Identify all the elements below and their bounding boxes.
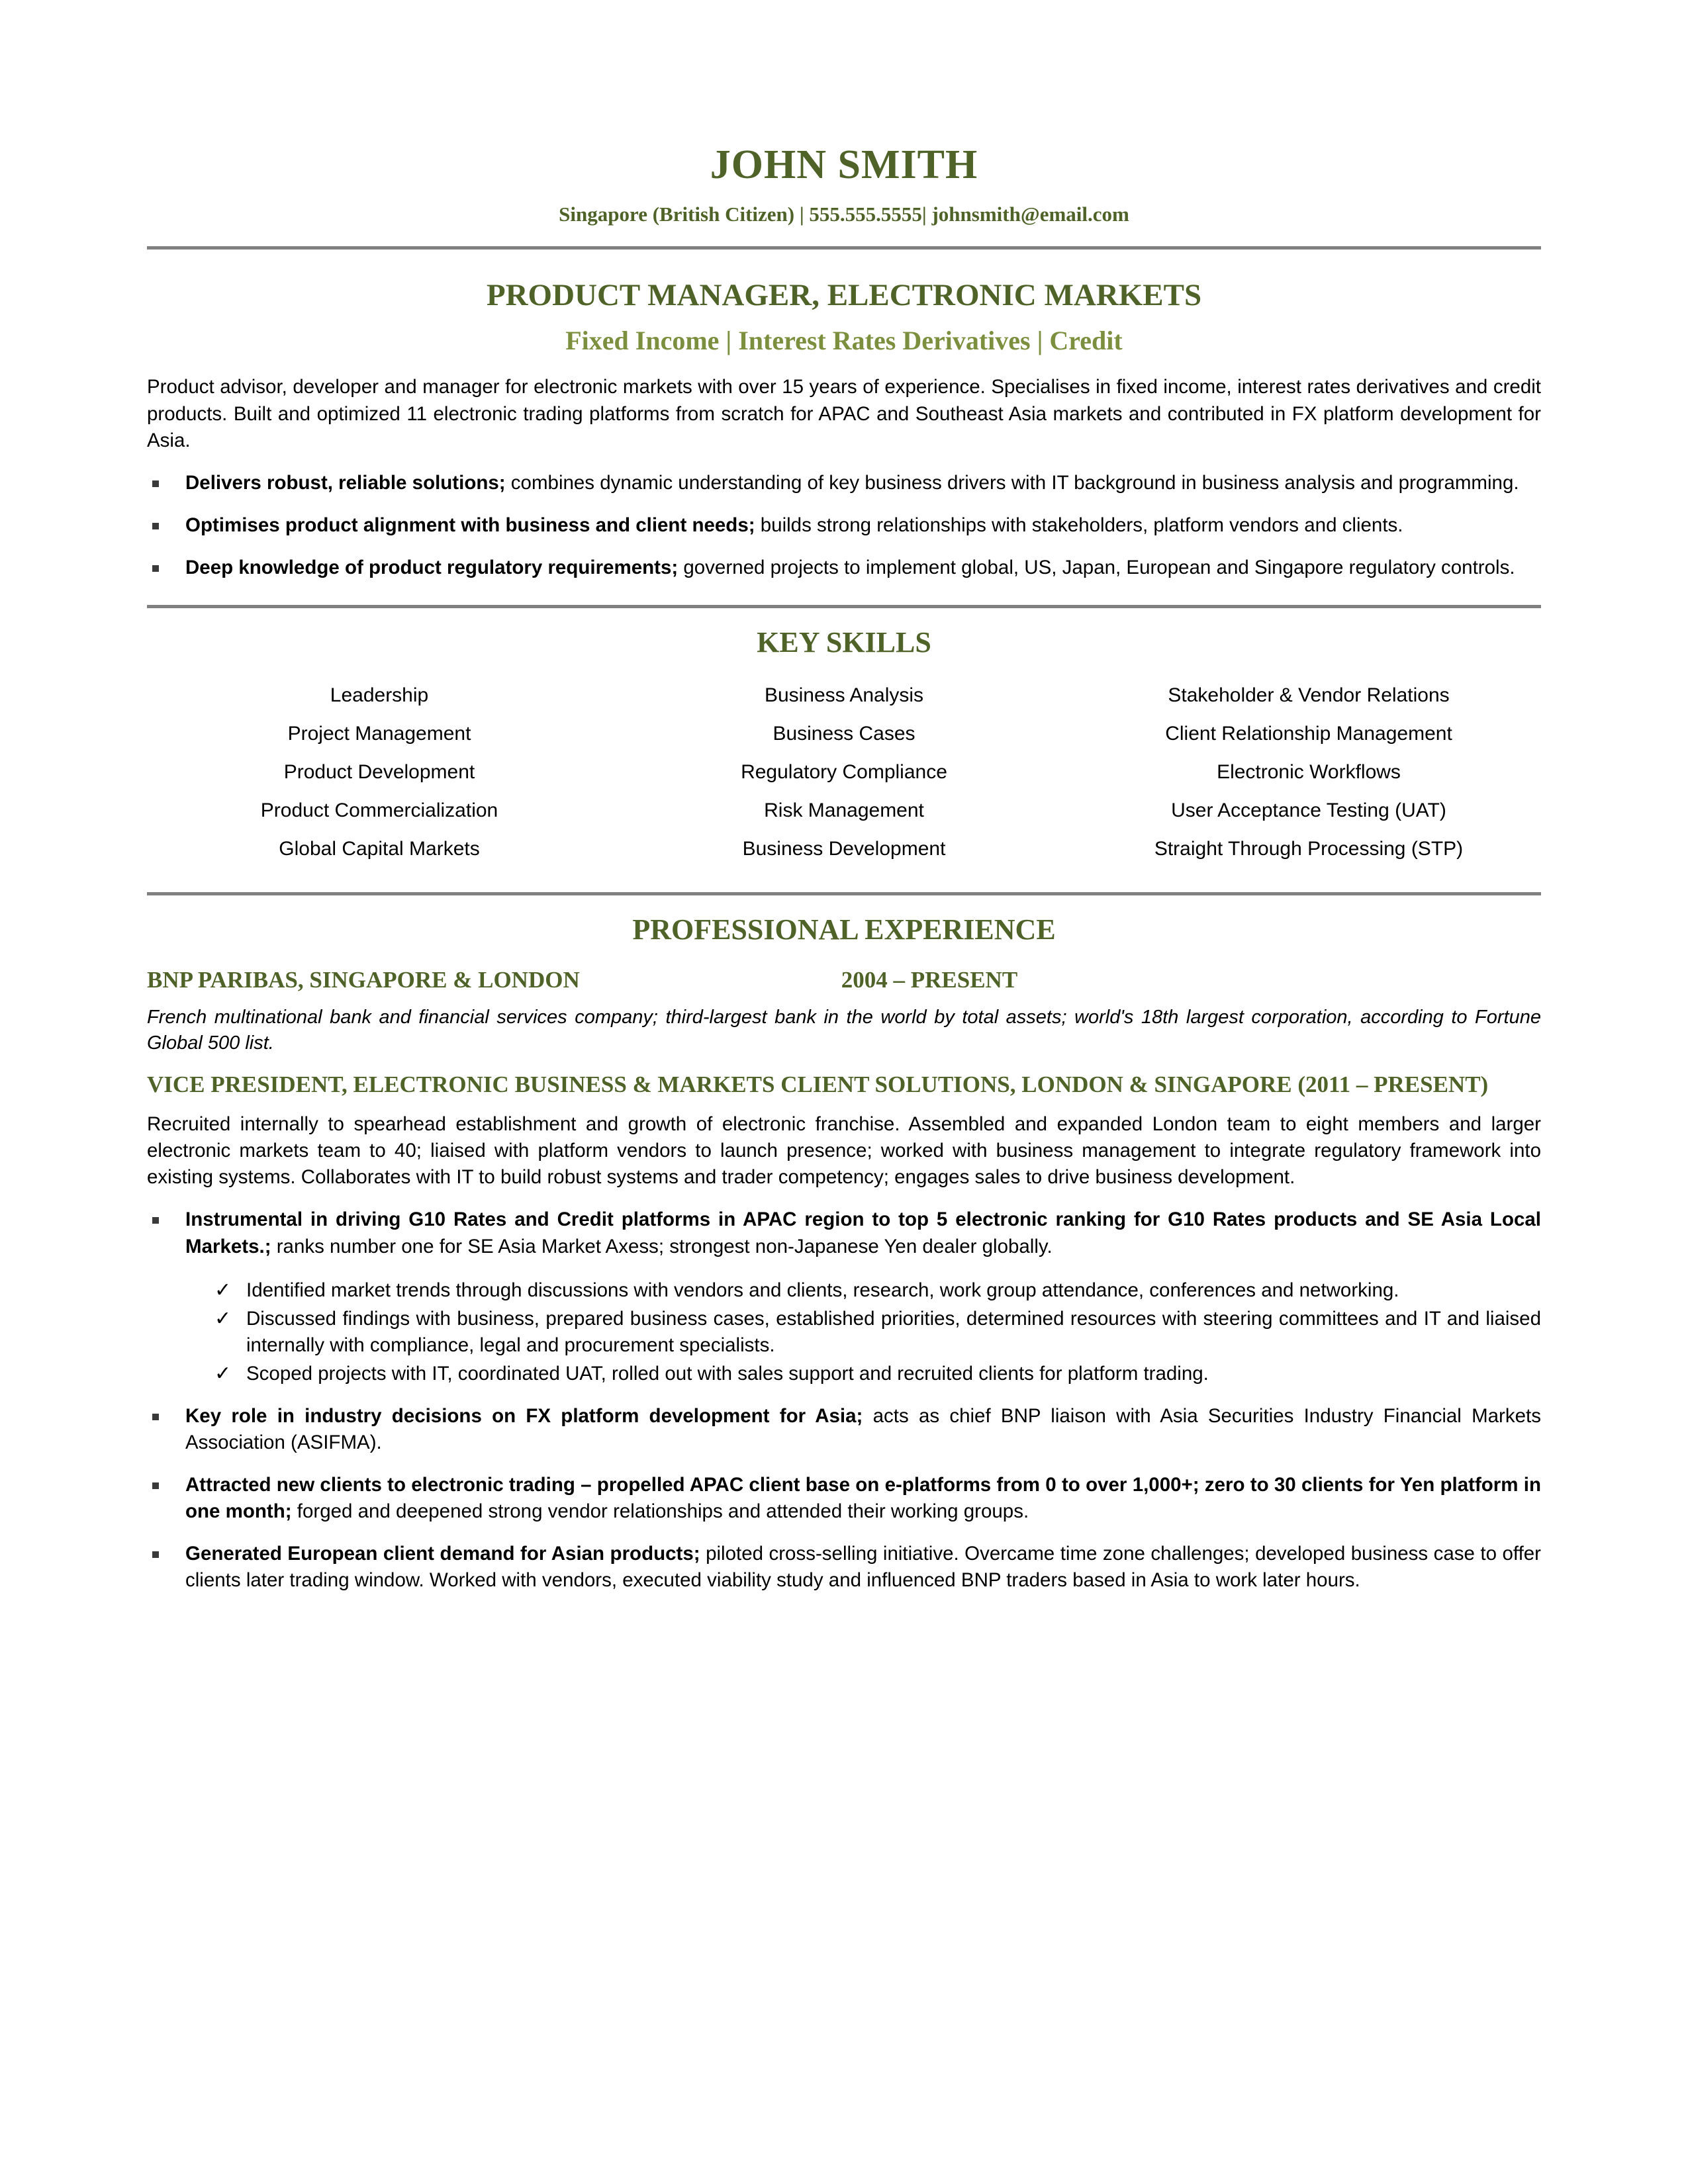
bullet-lead-in: Key role in industry decisions on FX platform development for Asia; — [185, 1404, 863, 1427]
bullet-lead-in: Generated European client demand for Asian products; — [185, 1543, 700, 1565]
page-title: JOHN SMITH — [710, 142, 978, 187]
role-title: VICE PRESIDENT, ELECTRONIC BUSINESS & MARKETS CLIENT SOLUTIONS, LONDON & SINGAPORE (2011 – PRESENT) — [147, 1071, 1489, 1098]
square-bullet-icon — [152, 1482, 159, 1489]
bullet-body: governed projects to implement global, US, Japan, European and Singapore regulatory controls. — [678, 556, 1515, 578]
key-skill-item: Risk Management — [764, 799, 924, 821]
key-skill-item: Product Commercialization — [260, 799, 498, 821]
role-description: Recruited internally to spearhead establishment and growth of electronic franchise. Assembled and expanded London team to eight members and larger electronic markets team to 40; liaised with platform vendors to launch presence; worked with business management to integrate regulatory framework into existing systems. Collaborates with IT to build robust systems and trader competency; engages sales to drive business development. — [147, 1113, 1541, 1189]
bullet-lead-in: Attracted new clients to electronic trading – propelled APAC client base on e-platforms from 0 to over 1,000+; zero to 30 clients for Yen platform in one month; — [185, 1473, 1541, 1523]
key-skill-item: Project Management — [287, 722, 471, 745]
key-skill-item: Business Development — [742, 837, 946, 860]
company-dates: 2004 – PRESENT — [841, 966, 1018, 993]
sub-bullet-text: Discussed findings with business, prepared business cases, established priorities, determined resources with steering committees and IT and liaised internally with compliance, legal and procurement specialists. — [246, 1308, 1541, 1356]
summary-bullet-list — [147, 470, 1541, 581]
sub-bullet-text: Identified market trends through discussions with vendors and clients, research, work group attendance, conferences and networking. — [246, 1279, 1399, 1301]
key-skill-item: Leadership — [330, 684, 429, 706]
bullet-item — [147, 1206, 1541, 1259]
section-heading-key-skills: KEY SKILLS — [757, 626, 931, 659]
square-bullet-icon — [152, 1414, 159, 1420]
bullet-item — [147, 470, 1541, 496]
bullet-lead-in: Delivers robust, reliable solutions; — [185, 471, 506, 494]
square-bullet-icon — [152, 1217, 159, 1224]
role-bullet-list-continued — [147, 1403, 1541, 1594]
section-heading-experience: PROFESSIONAL EXPERIENCE — [632, 913, 1056, 946]
key-skill-item: Stakeholder & Vendor Relations — [1168, 684, 1450, 706]
sub-bullet-item — [208, 1361, 1541, 1387]
bullet-body: ranks number one for SE Asia Market Axess; strongest non-Japanese Yen dealer globally. — [271, 1235, 1053, 1257]
key-skill-item: Client Relationship Management — [1165, 722, 1452, 745]
role-bullet-list — [147, 1206, 1541, 1259]
check-mark-icon: ✓ — [214, 1308, 232, 1330]
bullet-item — [147, 555, 1541, 581]
key-skills-grid — [147, 660, 1541, 868]
square-bullet-icon — [152, 480, 159, 487]
bullet-body: forged and deepened strong vendor relationships and attended their working groups. — [291, 1500, 1029, 1523]
bullet-body: combines dynamic understanding of key business drivers with IT background in business analysis and programming. — [505, 471, 1519, 494]
key-skill-item: User Acceptance Testing (UAT) — [1171, 799, 1446, 821]
key-skill-item: Straight Through Processing (STP) — [1154, 837, 1464, 860]
company-description: French multinational bank and financial services company; third-largest bank in the world by total assets; world's 18th largest corporation, according to Fortune Global 500 list. — [147, 1006, 1541, 1054]
contact-line: Singapore (British Citizen) | 555.555.5555| johnsmith@email.com — [559, 203, 1129, 226]
key-skill-item: Business Cases — [773, 722, 915, 745]
bullet-lead-in: Instrumental in driving G10 Rates and Credit platforms in APAC region to top 5 electronic ranking for G10 Rates products and SE Asia Local Markets.; — [185, 1208, 1541, 1257]
role-sub-bullet-list — [208, 1277, 1541, 1387]
square-bullet-icon — [152, 523, 159, 529]
key-skill-item: Electronic Workflows — [1217, 760, 1401, 783]
key-skill-item: Product Development — [283, 760, 475, 783]
bullet-body: piloted cross-selling initiative. Overcame time zone challenges; developed business case to offer clients later trading window. Worked with vendors, executed viability study and influenced BNP traders based in Asia to work later hours. — [185, 1543, 1541, 1592]
bullet-lead-in: Deep knowledge of product regulatory requirements; — [185, 556, 679, 578]
square-bullet-icon — [152, 565, 159, 572]
square-bullet-icon — [152, 1551, 159, 1558]
summary-paragraph: Product advisor, developer and manager for electronic markets with over 15 years of experience. Specialises in fixed income, interest rates derivatives and credit products. Built and optimized 11 electronic trading platforms from scratch for APAC and Southeast Asia markets and contributed in FX platform development for Asia. — [147, 376, 1541, 451]
sub-bullet-text: Scoped projects with IT, coordinated UAT, rolled out with sales support and recruited clients for platform trading. — [246, 1363, 1209, 1385]
bullet-item — [147, 1541, 1541, 1594]
key-skill-item: Regulatory Compliance — [741, 760, 947, 783]
bullet-item — [147, 1403, 1541, 1456]
company-name: BNP PARIBAS, SINGAPORE & LONDON — [147, 966, 580, 993]
check-mark-icon: ✓ — [214, 1279, 232, 1301]
job-subtitle: Fixed Income | Interest Rates Derivatives | Credit — [565, 326, 1123, 356]
bullet-item — [147, 512, 1541, 539]
key-skill-item: Global Capital Markets — [279, 837, 480, 860]
bullet-body: acts as chief BNP liaison with Asia Securities Industry Financial Markets Association (ASIFMA). — [185, 1404, 1541, 1453]
key-skill-item: Business Analysis — [764, 684, 924, 706]
sub-bullet-wrap — [147, 1260, 1541, 1387]
sub-bullet-item — [208, 1277, 1541, 1304]
bullet-body: builds strong relationships with stakeholders, platform vendors and clients. — [755, 514, 1403, 536]
bullet-lead-in: Optimises product alignment with business and client needs; — [185, 514, 755, 536]
company-row — [147, 948, 1541, 994]
job-title: PRODUCT MANAGER, ELECTRONIC MARKETS — [486, 278, 1202, 313]
check-mark-icon: ✓ — [214, 1363, 232, 1385]
sub-bullet-item — [208, 1306, 1541, 1358]
bullet-item — [147, 1472, 1541, 1525]
